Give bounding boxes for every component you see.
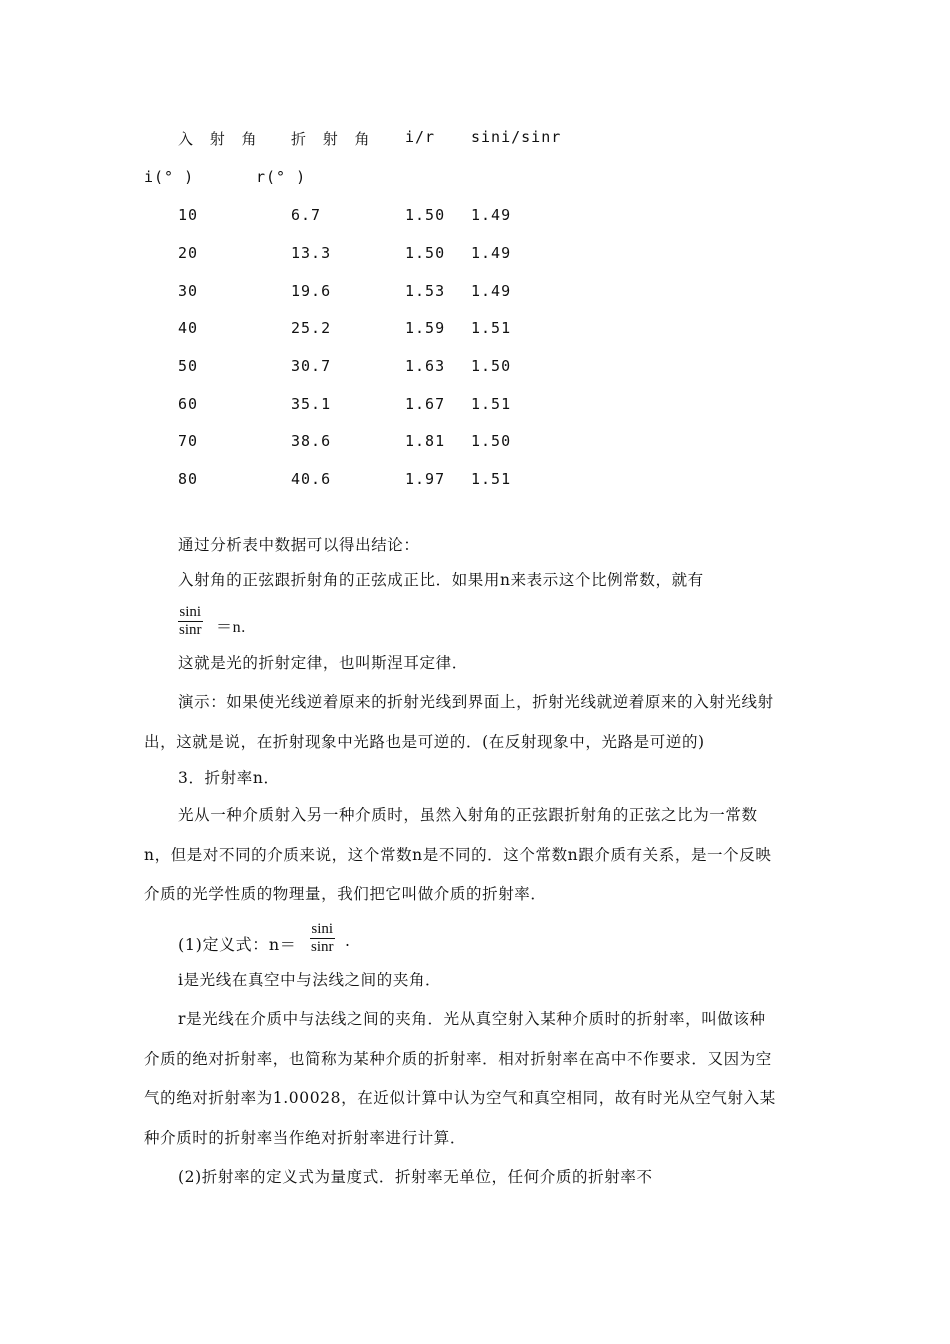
snell-law-line: 这就是光的折射定律，也叫斯涅耳定律． bbox=[178, 654, 468, 672]
cell-ratio: 1.63 bbox=[405, 357, 446, 375]
definition-period: . bbox=[345, 932, 351, 950]
cell-i: 70 bbox=[178, 432, 199, 450]
formula-equals-n: ＝n. bbox=[216, 619, 246, 636]
cell-i: 50 bbox=[178, 357, 199, 375]
header-unit-i: i(° ) bbox=[144, 168, 195, 186]
paragraph-1-line-3: 介质的光学性质的物理量，我们把它叫做介质的折射率． bbox=[144, 885, 547, 903]
cell-i: 40 bbox=[178, 319, 199, 337]
cell-sin-ratio: 1.50 bbox=[471, 432, 512, 450]
cell-ratio: 1.50 bbox=[405, 244, 446, 262]
header-unit-r: r(° ) bbox=[256, 168, 307, 186]
proportional-statement: 入射角的正弦跟折射角的正弦成正比．如果用n来表示这个比例常数，就有 bbox=[178, 571, 704, 589]
demo-line-1: 演示：如果使光线逆着原来的折射光线到界面上，折射光线就逆着原来的入射光线射 bbox=[178, 693, 774, 711]
r-definition-line-2: 介质的绝对折射率，也简称为某种介质的折射率．相对折射率在高中不作要求．又因为空 bbox=[144, 1050, 772, 1068]
i-definition: i是光线在真空中与法线之间的夹角． bbox=[178, 971, 442, 989]
cell-i: 10 bbox=[178, 206, 199, 224]
definition-numerator: sini bbox=[311, 921, 334, 937]
cell-i: 20 bbox=[178, 244, 199, 262]
cell-r: 25.2 bbox=[291, 319, 332, 337]
cell-i: 60 bbox=[178, 395, 199, 413]
definition-denominator: sinr bbox=[311, 939, 334, 955]
cell-r: 6.7 bbox=[291, 206, 322, 224]
cell-ratio: 1.59 bbox=[405, 319, 446, 337]
cell-sin-ratio: 1.51 bbox=[471, 319, 512, 337]
header-refraction-angle: 折 射 角 bbox=[291, 130, 376, 148]
cell-sin-ratio: 1.49 bbox=[471, 244, 512, 262]
cell-r: 38.6 bbox=[291, 432, 332, 450]
cell-r: 19.6 bbox=[291, 282, 332, 300]
header-sin-ratio: sini/sinr bbox=[471, 128, 562, 146]
definition-label: (1)定义式：n＝ bbox=[178, 935, 297, 954]
cell-i: 80 bbox=[178, 470, 199, 488]
cell-i: 30 bbox=[178, 282, 199, 300]
cell-ratio: 1.97 bbox=[405, 470, 446, 488]
formula-numerator: sini bbox=[179, 604, 202, 620]
cell-r: 30.7 bbox=[291, 357, 332, 375]
r-definition-line-3: 气的绝对折射率为1.00028，在近似计算中认为空气和真空相同，故有时光从空气射入某 bbox=[144, 1089, 776, 1107]
demo-line-2: 出，这就是说，在折射现象中光路也是可逆的．(在反射现象中，光路是可逆的) bbox=[144, 733, 705, 751]
cell-r: 40.6 bbox=[291, 470, 332, 488]
cell-ratio: 1.81 bbox=[405, 432, 446, 450]
cell-sin-ratio: 1.49 bbox=[471, 282, 512, 300]
cell-sin-ratio: 1.51 bbox=[471, 470, 512, 488]
formula-denominator: sinr bbox=[179, 622, 202, 638]
section-3-title: 3．折射率n． bbox=[178, 769, 280, 787]
definition-formula bbox=[310, 921, 335, 956]
paragraph-1-line-1: 光从一种介质射入另一种介质时，虽然入射角的正弦跟折射角的正弦之比为一常数 bbox=[178, 806, 758, 824]
formula-sin-ratio bbox=[178, 604, 203, 639]
cell-sin-ratio: 1.51 bbox=[471, 395, 512, 413]
r-definition-line-4: 种介质时的折射率当作绝对折射率进行计算． bbox=[144, 1129, 467, 1147]
header-incident-angle: 入 射 角 bbox=[178, 130, 263, 148]
cell-ratio: 1.50 bbox=[405, 206, 446, 224]
cell-r: 13.3 bbox=[291, 244, 332, 262]
cell-sin-ratio: 1.50 bbox=[471, 357, 512, 375]
r-definition-line-1: r是光线在介质中与法线之间的夹角．光从真空射入某种介质时的折射率，叫做该种 bbox=[178, 1010, 766, 1028]
conclusion-intro: 通过分析表中数据可以得出结论： bbox=[178, 536, 420, 554]
header-ratio: i/r bbox=[405, 128, 436, 146]
cell-sin-ratio: 1.49 bbox=[471, 206, 512, 224]
paragraph-1-line-2: n，但是对不同的介质来说，这个常数n是不同的．这个常数n跟介质有关系，是一个反映 bbox=[144, 846, 772, 864]
cell-ratio: 1.53 bbox=[405, 282, 446, 300]
cell-r: 35.1 bbox=[291, 395, 332, 413]
item-2-line: (2)折射率的定义式为量度式．折射率无单位，任何介质的折射率不 bbox=[178, 1168, 653, 1186]
cell-ratio: 1.67 bbox=[405, 395, 446, 413]
